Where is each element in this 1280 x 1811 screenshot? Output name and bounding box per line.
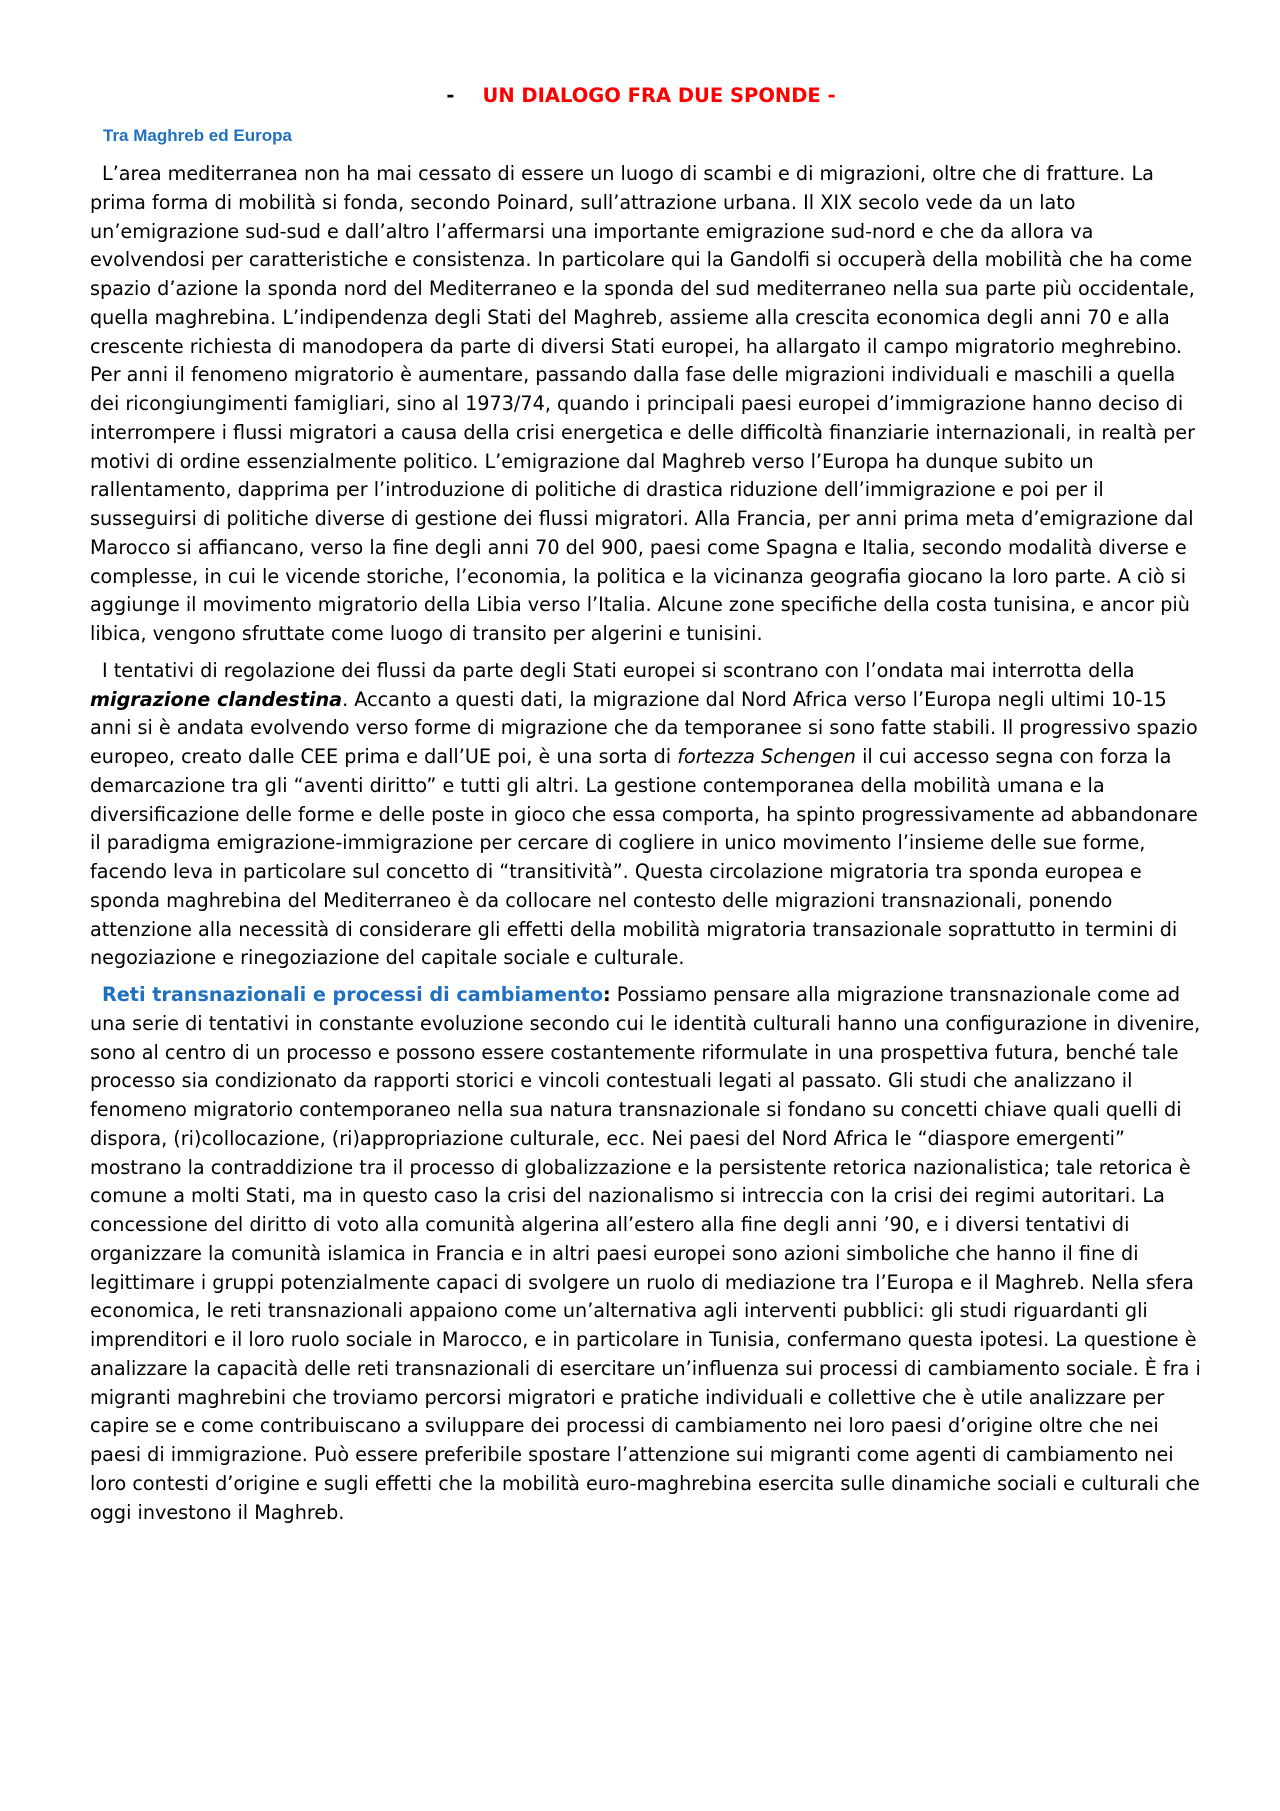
paragraph-2-text-c: il cui accesso segna con forza la demarcazione tra gli “aventi diritto” e tutti gli altri. La gestione contemporanea della mobilità umana e la diversificazione delle forme e delle poste in gioco che essa comporta, ha spinto progressivamente ad abbandonare il paradigma emigrazione-immigrazione per cercare di cogliere in unico movimento l’insieme delle sue forme, facendo leva in particolare sul concetto di “transitività”. Questa circolazione migratoria tra sponda europea e sponda maghrebina del Mediterraneo è da collocare nel contesto delle migrazioni transnazionali, ponendo attenzione alla necessità di considerare gli effetti della mobilità migratoria transazionale soprattutto in termini di negoziazione e rinegoziazione del capitale sociale e culturale. xyxy=(90,745,1198,970)
paragraph-3 xyxy=(90,981,1205,1527)
paragraph-1-text: L’area mediterranea non ha mai cessato di essere un luogo di scambi e di migrazioni, oltre che di fratture. La prima forma di mobilità si fonda, secondo Poinard, sull’attrazione urbana. Il XIX secolo vede da un lato un’emigrazione sud-sud e dall’altro l’affermarsi una importante emigrazione sud-nord e che da allora va evolvendosi per caratteristiche e consistenza. In particolare qui la Gandolfi si occuperà della mobilità che ha come spazio d’azione la sponda nord del Mediterraneo e la sponda del sud mediterraneo nella sua parte più occidentale, quella maghrebina. L’indipendenza degli Stati del Maghreb, assieme alla crescita economica degli anni 70 e alla crescente richiesta di manodopera da parte di diversi Stati europei, ha allargato il campo migratorio meghrebino. Per anni il fenomeno migratorio è aumentare, passando dalla fase delle migrazioni individuali e maschili a quella dei ricongiungimenti famigliari, sino al 1973/74, quando i principali paesi europei d’immigrazione hanno deciso di interrompere i flussi migratori a causa della crisi energetica e delle difficoltà finanziarie internazionali, in realtà per motivi di ordine essenzialmente politico. L’emigrazione dal Maghreb verso l’Europa ha dunque subito un rallentamento, dapprima per l’introduzione di politiche di drastica riduzione dell’immigrazione e poi per il susseguirsi di politiche diverse di gestione dei flussi migratori. Alla Francia, per anni prima meta d’emigrazione dal Marocco si affiancano, verso la fine degli anni 70 del 900, paesi come Spagna e Italia, secondo modalità diverse e complesse, in cui le vicende storiche, l’economia, la politica e la vicinanza geografia giocano la loro parte. A ciò si aggiunge il movimento migratorio della Libia verso l’Italia. Alcune zone specifiche della costa tunisina, e ancor più libica, vengono sfruttate come luogo di transito per algerini e tunisini. xyxy=(90,162,1195,645)
emphasis-migrazione-clandestina: migrazione clandestina xyxy=(90,687,343,711)
title-text: UN DIALOGO FRA DUE SPONDE - xyxy=(482,84,836,107)
document-body xyxy=(90,160,1205,1527)
paragraph-2-text-b: . Accanto a questi dati, la migrazione dal Nord Africa verso l’Europa negli ultimi 10-15 anni si è andata evolvendo verso forme di migrazione che da temporanee si sono fatte stabili. Il progressivo spazio europeo, creato dalle CEE prima e dall’UE poi, è una sorta di xyxy=(90,687,1198,768)
paragraph-2-text-a: I tentativi di regolazione dei flussi da parte degli Stati europei si scontrano con l’ondata mai interrotta della xyxy=(102,658,1135,682)
section-subheading: Tra Maghreb ed Europa xyxy=(103,126,292,145)
document-title xyxy=(0,84,1280,107)
paragraph-3-heading: Reti transnazionali e processi di cambiamento xyxy=(102,983,604,1006)
paragraph-3-text: Possiamo pensare alla migrazione transnazionale come ad una serie di tentativi in constante evoluzione secondo cui le identità culturali hanno una configurazione in divenire, sono al centro di un processo e possono essere costantemente riformulate in una prospettiva futura, benché tale processo sia condizionato da rapporti storici e vincoli contestuali legati al passato. Gli studi che analizzano il fenomeno migratorio contemporaneo nella sua natura transnazionale si fondano su concetti chiave quali quelli di dispora, (ri)collocazione, (ri)appropriazione culturale, ecc. Nei paesi del Nord Africa le “diaspore emergenti” mostrano la contraddizione tra il processo di globalizzazione e la persistente retorica nazionalistica; tale retorica è comune a molti Stati, ma in questo caso la crisi del nazionalismo si intreccia con la crisi dei regimi autoritari. La concessione del diritto di voto alla comunità algerina all’estero alla fine degli anni ’90, e i diversi tentativi di organizzare la comunità islamica in Francia e in altri paesi europei sono azioni simboliche che hanno il fine di legittimare i gruppi potenzialmente capaci di svolgere un ruolo di mediazione tra l’Europa e il Maghreb. Nella sfera economica, le reti transnazionali appaiono come un’alternativa agli interventi pubblici: gli studi riguardanti gli imprenditori e il loro ruolo sociale in Marocco, e in particolare in Tunisia, confermano questa ipotesi. La questione è analizzare la capacità delle reti transnazionali di esercitare un’influenza sui processi di cambiamento sociale. È fra i migranti maghrebini che troviamo percorsi migratori e pratiche individuali e collettive che è utile analizzare per capire se e come contribuiscano a sviluppare dei processi di cambiamento nei loro paesi d’origine oltre che nei paesi di immigrazione. Può essere preferibile spostare l’attenzione sui migranti come agenti di cambiamento nei loro contesti d’origine e sugli effetti che la mobilità euro-maghrebina esercita sulle dinamiche sociali e culturali che oggi investono il Maghreb. xyxy=(90,983,1201,1524)
paragraph-2 xyxy=(90,657,1205,973)
title-dash: - xyxy=(446,84,455,107)
paragraph-1 xyxy=(90,160,1205,649)
emphasis-fortezza-schengen: fortezza Schengen xyxy=(677,745,856,768)
paragraph-3-colon: : xyxy=(603,983,611,1006)
